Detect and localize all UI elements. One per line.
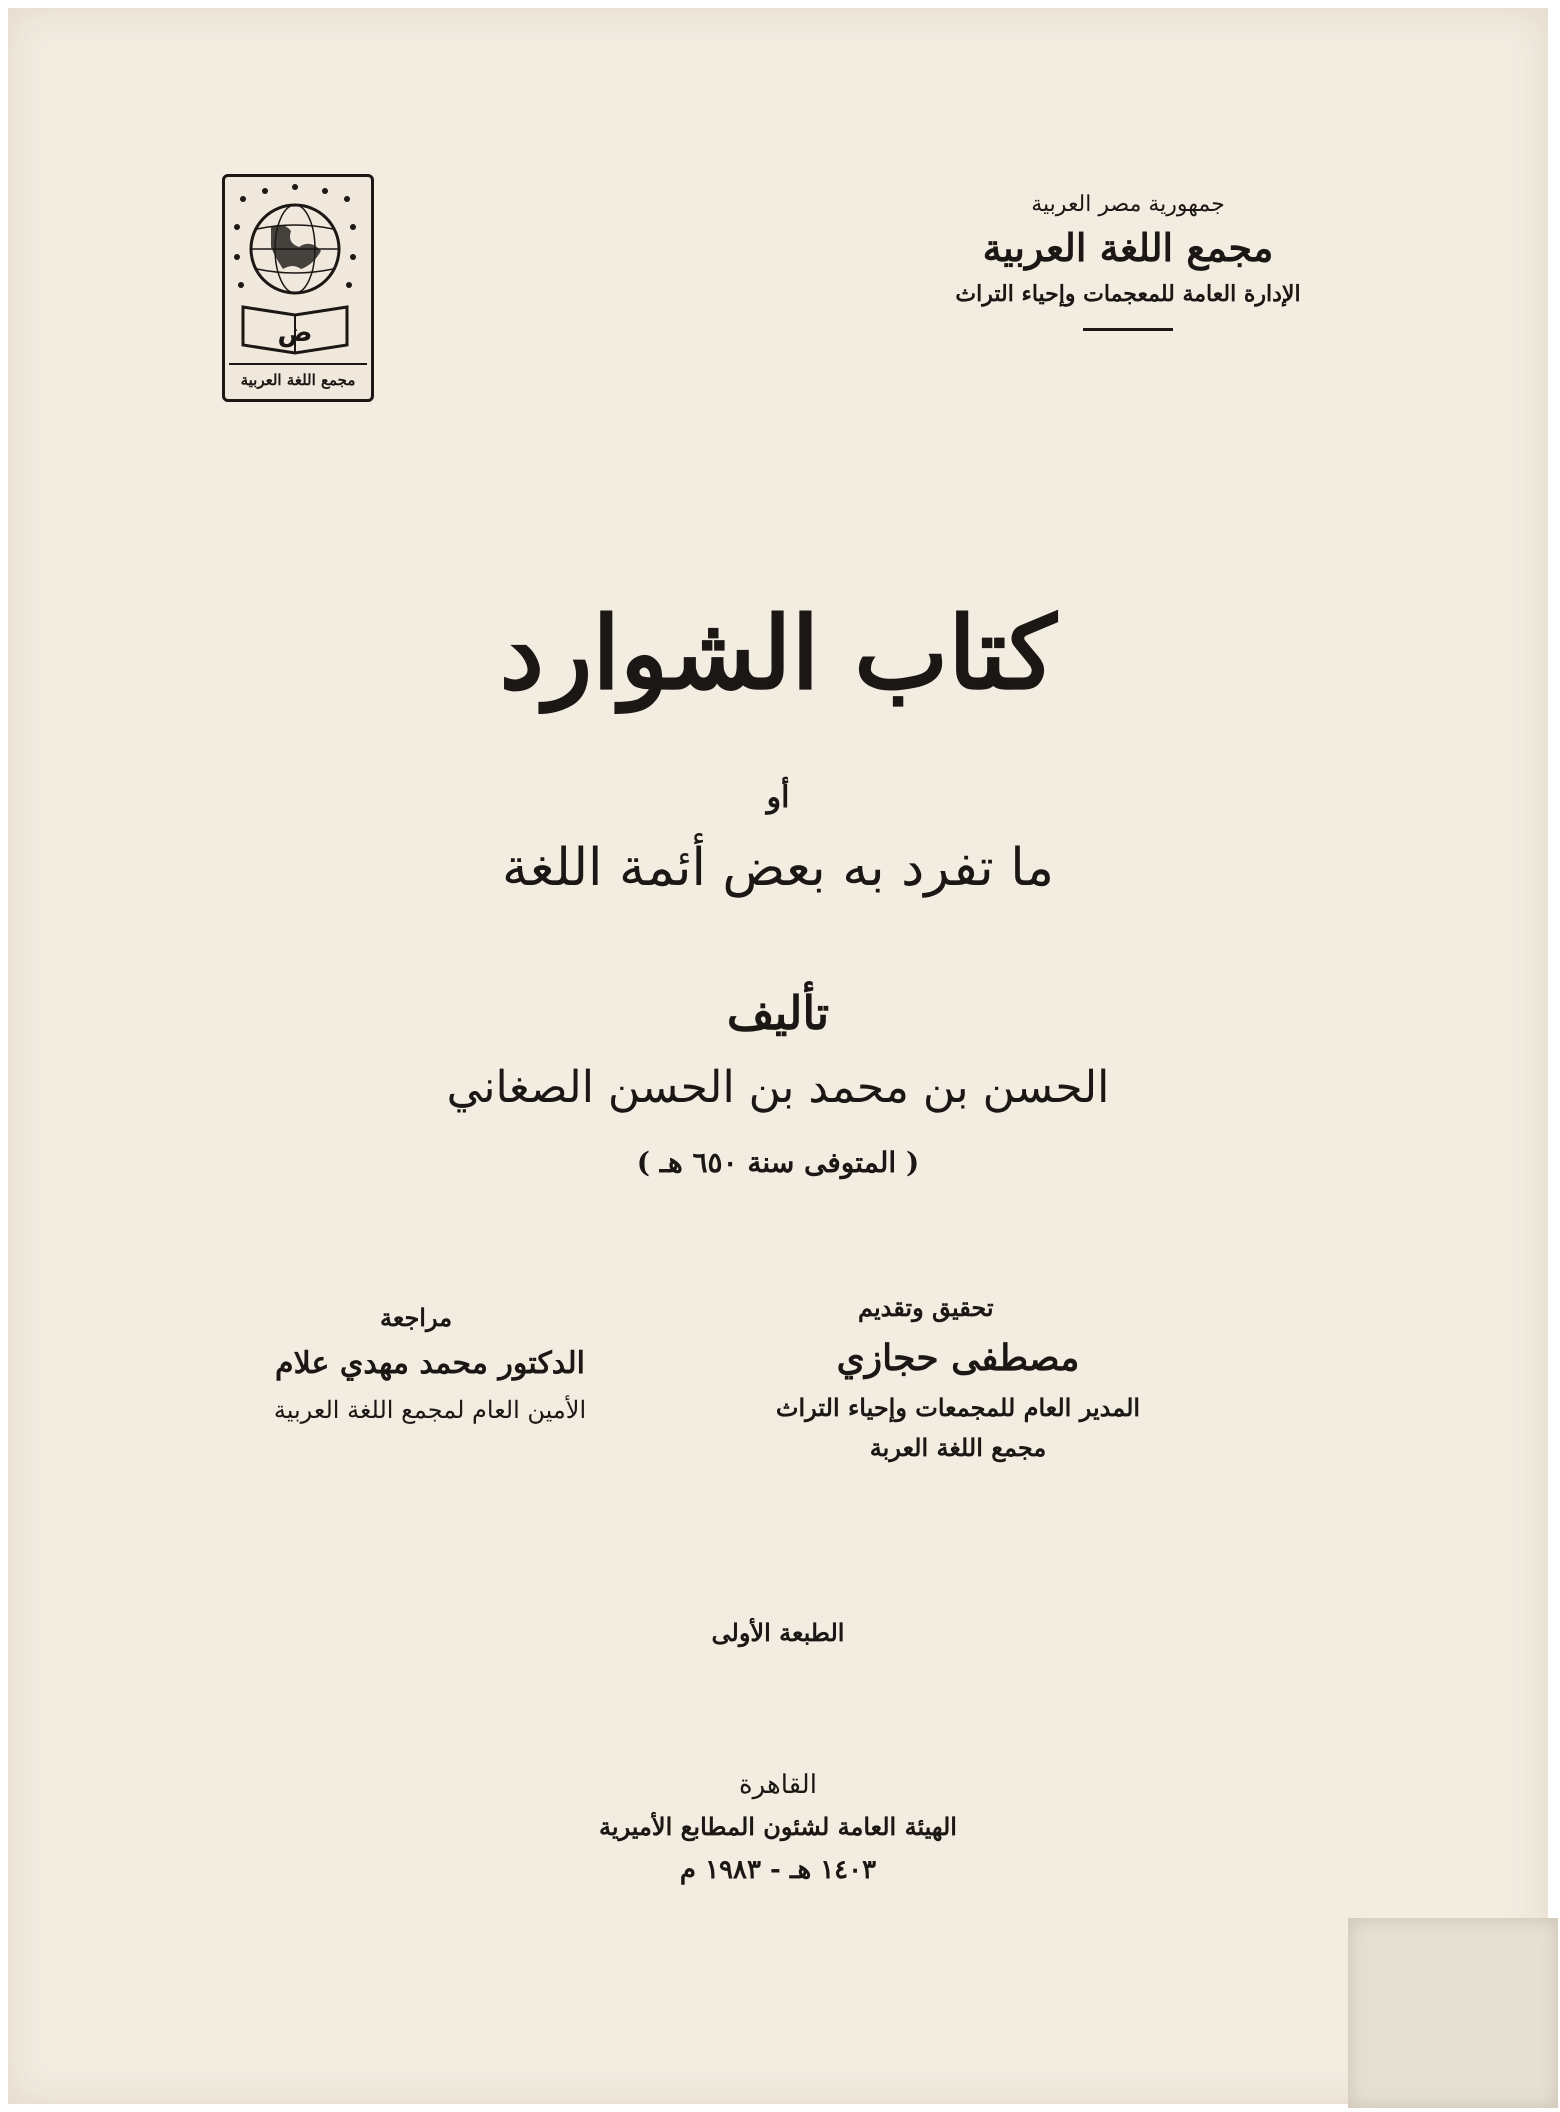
reviewer-role: مراجعة [380, 1303, 453, 1332]
academy-name: مجمع اللغة العربية [982, 225, 1274, 270]
edition-label: الطبعة الأولى [711, 1618, 845, 1647]
author-name: الحسن بن محمد بن الحسن الصغاني [446, 1062, 1110, 1113]
book-title: كتاب الشوارد [499, 594, 1057, 712]
publisher-block [8, 1763, 1548, 1893]
country-name: جمهورية مصر العربية [1031, 192, 1225, 217]
tape-patch [1348, 1918, 1558, 2108]
department-name: الإدارة العامة للمعجمات وإحياء التراث [955, 281, 1301, 307]
reviewer-position: الأمين العام لمجمع اللغة العربية [273, 1396, 587, 1424]
publisher-name: الهيئة العامة لشئون المطابع الأميرية [599, 1812, 957, 1841]
publication-date: ١٤٠٣ هـ - ١٩٨٣ م [679, 1855, 877, 1885]
editor-position: المدير العام للمجمعات وإحياء التراث [775, 1393, 1141, 1422]
header-rule [1083, 328, 1173, 331]
publisher-city: القاهرة [739, 1770, 817, 1800]
editor-role: تحقيق وتقديم [858, 1293, 994, 1322]
academy-emblem [222, 174, 374, 402]
emblem-label: مجمع اللغة العربية [229, 363, 367, 395]
globe-book-emblem-icon [225, 177, 365, 363]
editor-institution: مجمع اللغة العربة [869, 1433, 1047, 1462]
editor-credit [728, 1288, 1188, 1468]
reviewer-credit [230, 1298, 630, 1430]
book-subtitle: ما تفرد به بعض أئمة اللغة [502, 838, 1054, 898]
authorship-label: تأليف [726, 986, 830, 1040]
emblem-book-letters: ض [277, 318, 313, 348]
editor-name: مصطفى حجازي [836, 1337, 1080, 1379]
reviewer-name: الدكتور محمد مهدي علام [275, 1346, 585, 1381]
title-conjunction: أو [766, 780, 790, 815]
issuer-header [948, 188, 1308, 331]
book-title-page [8, 8, 1548, 2104]
author-death-date: ( المتوفى سنة ٦٥٠ هـ ) [636, 1146, 920, 1179]
